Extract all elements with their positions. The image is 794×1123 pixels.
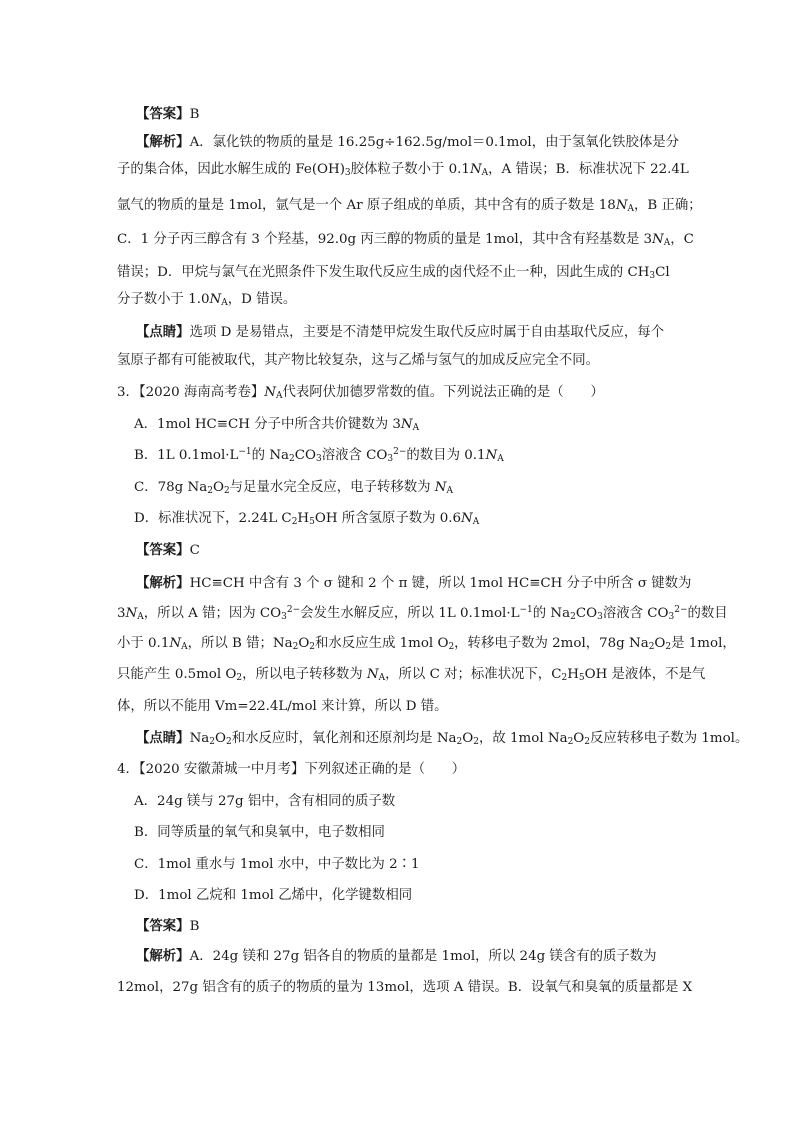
- question-4-option-b: B．同等质量的氧气和臭氧中，电子数相同: [134, 825, 385, 840]
- answer-line-q2: 【答案】B: [136, 106, 200, 122]
- question-4-option-a: A．24g 镁与 27g 铝中，含有相同的质子数: [134, 794, 396, 809]
- note-line-1: 【点睛】选项 D 是易错点，主要是不清楚甲烷发生取代反应时属于自由基取代反应，每个: [136, 324, 665, 340]
- question-3-option-c: C．78g $Na_2O_2$与足量水完全反应，电子转移数为 $N_A$: [134, 480, 454, 496]
- q4-analysis-line-1: 【解析】A．24g 镁和 27g 铝各自的物质的量都是 1mol，所以 24g 镁含有的质子数为: [136, 948, 657, 964]
- answer-line-q3: 【答案】C: [136, 542, 200, 558]
- analysis-line-6: 分子数小于 $1.0N_A$，D 错误。: [117, 292, 297, 308]
- q3-analysis-line-5: 体，所以不能用 Vm=22.4L/mol 来计算，所以 D 错。: [117, 699, 448, 714]
- q3-analysis-line-3: 小于 $0.1N_A$，所以 B 错；$Na_2O_2$和水反应生成 1mol $O_2$，转移电子数为 2mol，78g $Na_2O_2$是 1mol，: [117, 636, 736, 652]
- analysis-line-1: 【解析】A．氯化铁的物质的量是 16.25g÷162.5g/mol＝0.1mol，由于氢氧化铁胶体是分: [136, 134, 680, 150]
- note-line-2: 氢原子都有可能被取代，其产物比较复杂，这与乙烯与氢气的加成反应完全不同。: [117, 353, 600, 368]
- analysis-line-3: 氩气的物质的量是 1mol，氩气是一个 Ar 原子组成的单质，其中含有的质子数是 $18N_A$，B 正确；: [117, 198, 702, 214]
- answer-line-q4: 【答案】B: [136, 918, 200, 934]
- question-4-option-d: D．1mol 乙烷和 1mol 乙烯中，化学键数相同: [134, 888, 413, 903]
- question-3-option-b: B．1L $0.1mol\cdot L^{-1}$的 $Na_2CO_3$溶液含 $CO_3^{2-}$的数目为 $0.1N_A$: [134, 447, 504, 464]
- question-4-option-c: C．1mol 重水与 1mol 水中，中子数比为 2∶1: [134, 857, 420, 872]
- question-3-option-a: A．1mol HC≡CH 分子中所含共价键数为 $3N_A$: [134, 417, 420, 433]
- analysis-line-5: 错误；D．甲烷与氯气在光照条件下发生取代反应生成的卤代烃不止一种，因此生成的 $CH_3Cl$: [117, 265, 670, 281]
- q3-analysis-line-1: 【解析】HC≡CH 中含有 3 个 σ 键和 2 个 π 键，所以 1mol HC≡CH 分子中所含 σ 键数为: [136, 575, 692, 591]
- q3-note-line: 【点睛】$Na_2O_2$和水反应时，氧化剂和还原剂均是 $Na_2O_2$，故 1mol $Na_2O_2$反应转移电子数为 1mol。: [136, 730, 749, 747]
- question-3-option-d: D．标准状况下，2.24L $C_2H_5OH$ 所含氢原子数为 $0.6N_A$: [134, 511, 480, 527]
- q3-analysis-line-4: 只能产生 0.5mol $O_2$，所以电子转移数为 $N_A$，所以 C 对；标准状况下，$C_2H_5OH$ 是液体，不是气: [117, 667, 706, 683]
- analysis-line-4: C．1 分子丙三醇含有 3 个羟基，92.0g 丙三醇的物质的量是 1mol，其中含有羟基数是 $3N_A$，C: [117, 232, 694, 248]
- q3-analysis-line-2: $3N_A$，所以 A 错；因为 $CO_3^{2-}$会发生水解反应，所以 1L $0.1mol\cdot L^{-1}$的 $Na_2CO_3$溶液含 $CO_3^{2-}$的数目: [117, 605, 728, 622]
- question-3-stem: 3．【2020 海南高考卷】$N_A$代表阿伏加德罗常数的值。下列说法正确的是（ ）: [117, 385, 604, 401]
- question-4-stem: 4．【2020 安徽萧城一中月考】下列叙述正确的是（ ）: [117, 762, 466, 777]
- analysis-line-2: 子的集合体，因此水解生成的 $Fe(OH)_3$胶体粒子数小于 $0.1N_A$，A 错误；B．标准状况下 22.4L: [117, 162, 689, 178]
- q4-analysis-line-2: 12mol，27g 铝含有的质子的物质的量为 13mol，选项 A 错误。B．设氧气和臭氧的质量都是 X: [117, 980, 693, 995]
